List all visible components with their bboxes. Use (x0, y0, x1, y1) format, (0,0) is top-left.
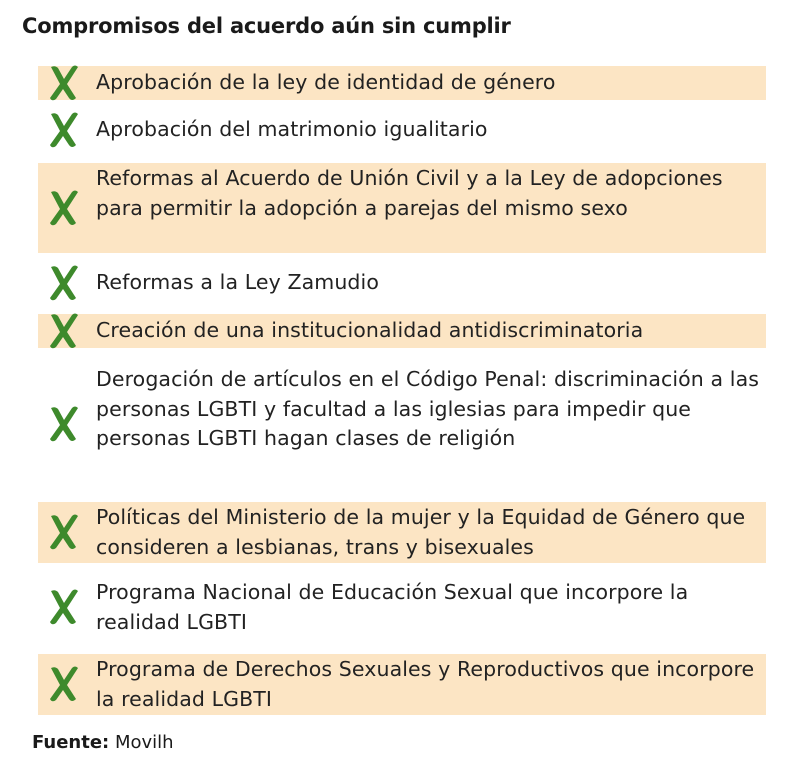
list-item-text: Aprobación del matrimonio igualitario (96, 117, 488, 141)
list-item (38, 314, 766, 348)
x-mark-icon (46, 110, 82, 150)
list-item (38, 502, 766, 563)
list-item (38, 364, 766, 484)
x-mark-icon (46, 404, 82, 444)
list-item-text: Aprobación de la ley de identidad de género (96, 70, 556, 94)
list-item (38, 266, 766, 300)
source-credit (32, 732, 174, 753)
list-item (38, 577, 766, 638)
list-item (38, 654, 766, 715)
list-item (38, 163, 766, 253)
list-item-text: Creación de una institucionalidad antidiscriminatoria (96, 318, 644, 342)
x-mark-icon (46, 311, 82, 351)
list-item-text: Derogación de artículos en el Código Penal: discriminación a las personas LGBTI y facultad a las iglesias para impedir que personas LGBTI hagan clases de religión (96, 367, 760, 450)
source-value: Movilh (109, 732, 174, 753)
list-item (38, 66, 766, 100)
list-item-text: Reformas al Acuerdo de Unión Civil y a la Ley de adopciones para permitir la adopción a parejas del mismo sexo (96, 166, 723, 220)
list-item-text: Reformas a la Ley Zamudio (96, 270, 379, 294)
list-item-text: Políticas del Ministerio de la mujer y la Equidad de Género que consideren a lesbianas, trans y bisexuales (96, 505, 746, 559)
source-label: Fuente: (32, 732, 110, 753)
x-mark-icon (46, 512, 82, 552)
x-mark-icon (46, 587, 82, 627)
x-mark-icon (46, 188, 82, 228)
page-title: Compromisos del acuerdo aún sin cumplir (22, 14, 511, 38)
x-mark-icon (46, 664, 82, 704)
x-mark-icon (46, 263, 82, 303)
x-mark-icon (46, 63, 82, 103)
list-item-text: Programa Nacional de Educación Sexual que incorpore la realidad LGBTI (96, 580, 689, 634)
list-item-text: Programa de Derechos Sexuales y Reproductivos que incorpore la realidad LGBTI (96, 657, 755, 711)
list-item (38, 113, 766, 147)
